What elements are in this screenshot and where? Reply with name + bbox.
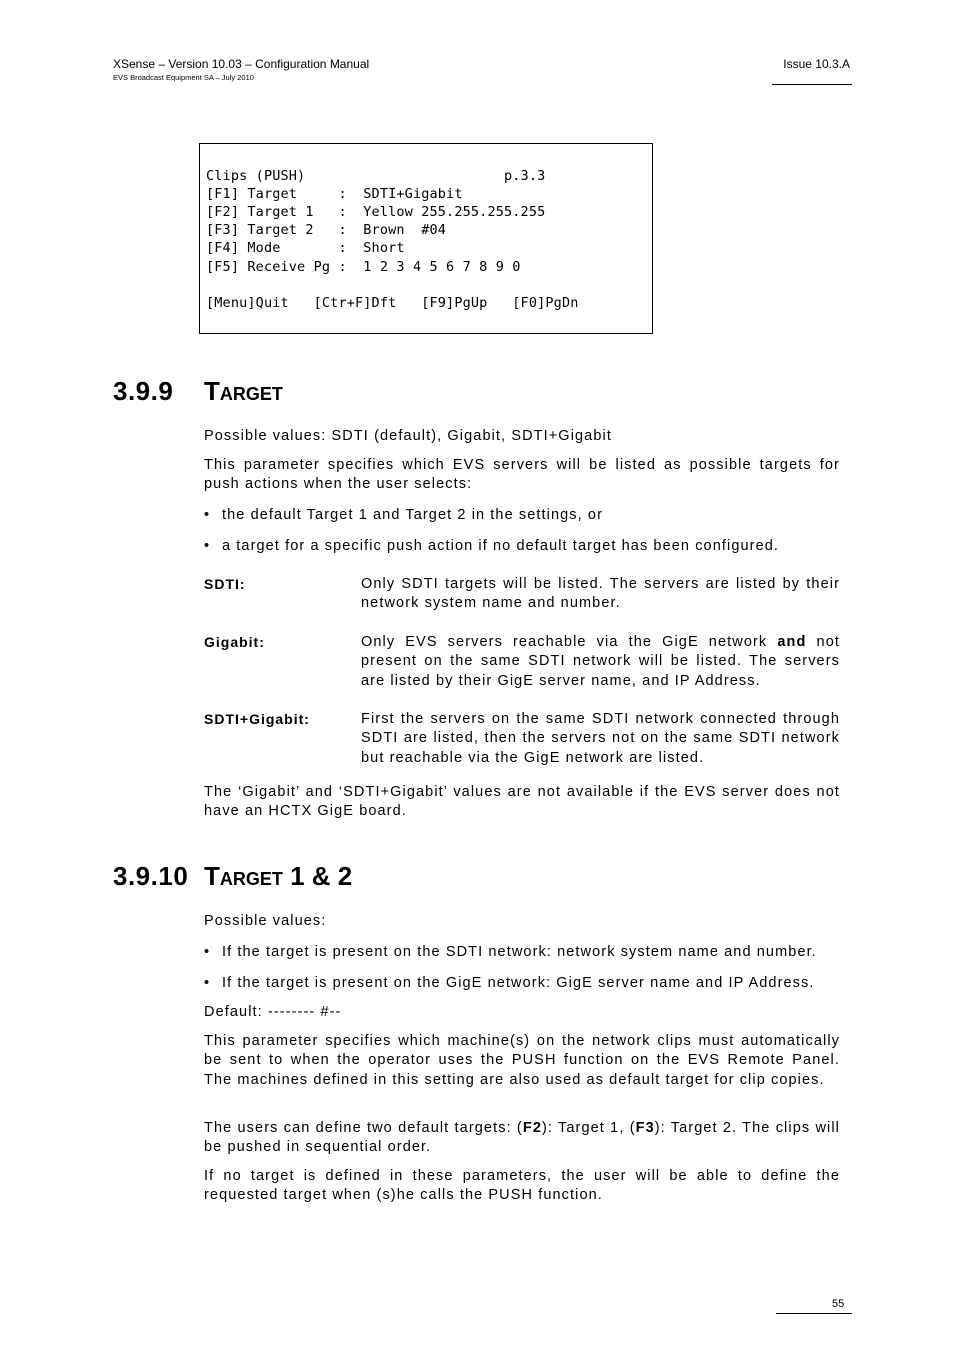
definition-text-sdti-gigabit: First the servers on the same SDTI network connected through SDTI are listed, then the servers not on the same SDTI network but reachable via the GigE network are listed. [361,711,840,766]
bullet-icon: • [204,538,211,554]
section-number: 3.9.9 [113,376,174,406]
bullet-item [204,975,815,991]
key-label-f2: F2 [522,1120,542,1136]
bullet-item [204,944,817,960]
screen-line-f2: [F2] Target 1 : Yellow 255.255.255.255 [206,204,546,220]
bullet-text: a target for a specific push action if no default target has been configured. [222,538,780,554]
definition-term-sdti: SDTI: [204,576,246,592]
possible-values: Possible values: SDTI (default), Gigabit, SDTI+Gigabit [204,428,612,444]
screen-line-f5: [F5] Receive Pg : 1 2 3 4 5 6 7 8 9 0 [206,259,521,275]
page-number: 55 [832,1298,845,1310]
screen-line-f4: [F4] Mode : Short [206,240,405,256]
footer-rule [776,1313,852,1314]
key-label-f3: F3 [635,1120,655,1136]
section-heading-target-1-2 [113,861,353,892]
text-part: ): Target 2. The clips will be pushed in sequential order. [204,1120,840,1156]
definition-term-gigabit: Gigabit: [204,634,265,650]
screen-line-f1: [F1] Target : SDTI+Gigabit [206,186,463,202]
bullet-item [204,538,779,554]
bullet-text: If the target is present on the SDTI network: network system name and number. [222,944,817,960]
definition-term-sdti-gigabit: SDTI+Gigabit: [204,711,310,727]
issue-label: Issue 10.3.A [783,57,850,71]
section-title: Target 1 & 2 [204,861,353,891]
bullet-text: If the target is present on the GigE network: GigE server name and IP Address. [222,975,815,991]
menu-screen-box [199,143,653,334]
screen-line-f3: [F3] Target 2 : Brown #04 [206,222,447,238]
bullet-icon: • [204,507,211,523]
document-publisher: EVS Broadcast Equipment SA – July 2010 [113,73,254,82]
section-heading-target [113,376,283,407]
paragraph-description: This parameter specifies which machine(s) on the network clips must automatically be sent to when the operator uses the PUSH function on the EVS Remote Panel. The machines defined in this setting are also used as default target for clip copies. [204,1033,840,1088]
definition-text-part: not present on the same SDTI network will be listed. The servers are listed by their GigE server name, and IP Address. [361,634,841,689]
definition-text-gigabit [361,633,840,691]
text-part: ): Target 1, ( [542,1120,636,1136]
section-number: 3.9.10 [113,861,189,891]
screen-line-keys: [Menu]Quit [Ctr+F]Dft [F9]PgUp [F0]PgDn [206,295,579,311]
header-rule [772,84,852,85]
text-part: The users can define two default targets: ( [204,1120,523,1136]
default-value: Default: -------- #-- [204,1004,342,1020]
paragraph-intro: This parameter specifies which EVS servers will be listed as possible targets for push actions when the user selects: [204,457,840,493]
paragraph-note: The ‘Gigabit’ and ‘SDTI+Gigabit’ values are not available if the EVS server does not have an HCTX GigE board. [204,784,840,820]
bullet-icon: • [204,944,211,960]
bullet-item [204,507,603,523]
possible-values: Possible values: [204,913,327,929]
section-title: Target [204,376,283,406]
definition-text-part: Only EVS servers reachable via the GigE network [361,634,778,650]
paragraph-default-targets [204,1119,840,1158]
screen-line-title: Clips (PUSH) p.3.3 [206,168,546,184]
bullet-text: the default Target 1 and Target 2 in the settings, or [222,507,604,523]
definition-emphasis: and [777,634,807,650]
document-title: XSense – Version 10.03 – Configuration Manual [113,57,370,71]
definition-text-sdti: Only SDTI targets will be listed. The servers are listed by their network system name and number. [361,576,840,612]
paragraph-no-target: If no target is defined in these parameters, the user will be able to define the requested target when (s)he calls the PUSH function. [204,1168,840,1204]
bullet-icon: • [204,975,211,991]
